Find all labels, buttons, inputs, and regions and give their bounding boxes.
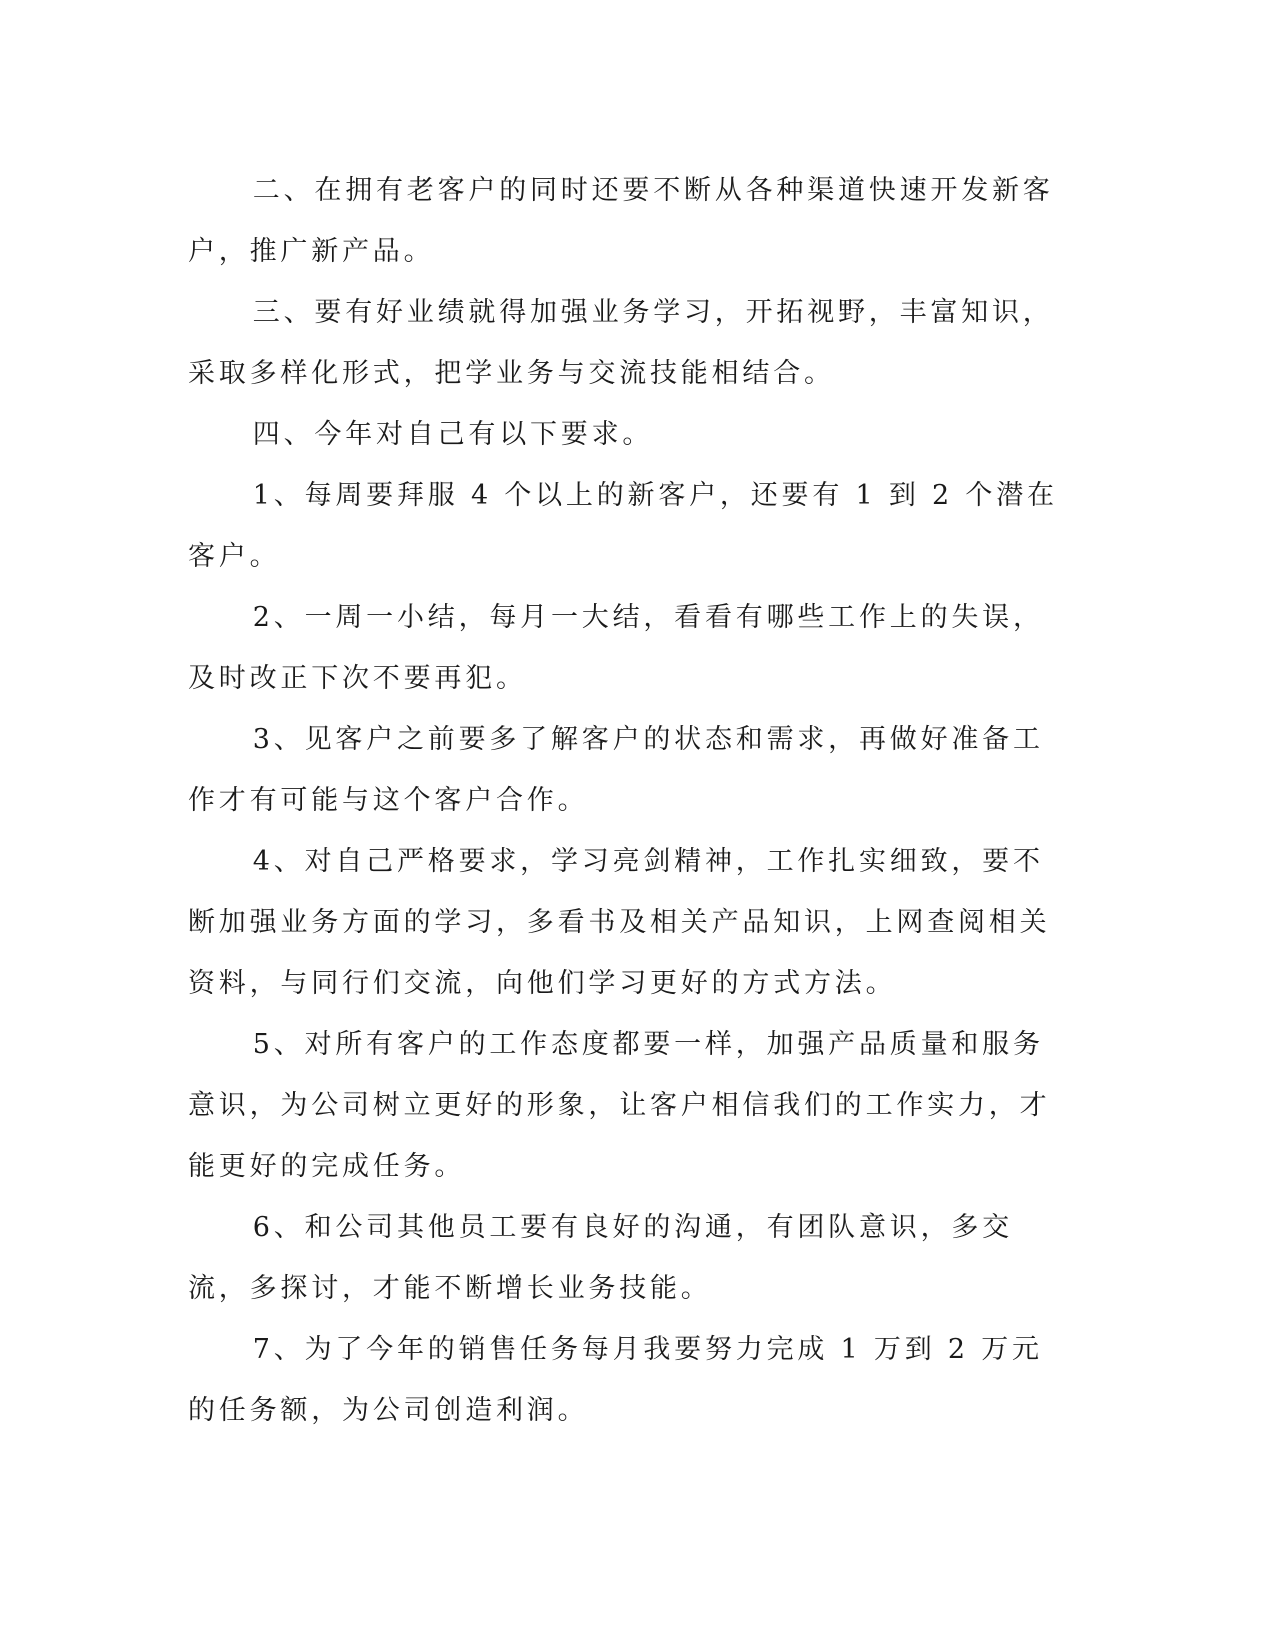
paragraph-2: 二、在拥有老客户的同时还要不断从各种渠道快速开发新客户，推广新产品。 — [188, 175, 1054, 267]
list-item-5: 5、对所有客户的工作态度都要一样，加强产品质量和服务意识，为公司树立更好的形象，让客户相信我们的工作实力，才能更好的完成任务。 — [188, 1029, 1051, 1182]
document-body — [188, 160, 1058, 1441]
paragraph-4: 四、今年对自己有以下要求。 — [252, 419, 654, 450]
list-item-7: 7、为了今年的销售任务每月我要努力完成 1 万到 2 万元的任务额，为公司创造利润。 — [188, 1334, 1043, 1426]
list-item-6: 6、和公司其他员工要有良好的沟通，有团队意识，多交流，多探讨，才能不断增长业务技能。 — [188, 1212, 1013, 1304]
list-item-4: 4、对自己严格要求，学习亮剑精神，工作扎实细致，要不断加强业务方面的学习，多看书及相关产品知识，上网查阅相关资料，与同行们交流，向他们学习更好的方式方法。 — [188, 846, 1051, 999]
list-item-2: 2、一周一小结，每月一大结，看看有哪些工作上的失误，及时改正下次不要再犯。 — [188, 602, 1044, 694]
list-item-3: 3、见客户之前要多了解客户的状态和需求，再做好准备工作才有可能与这个客户合作。 — [188, 724, 1044, 816]
paragraph-3: 三、要有好业绩就得加强业务学习，开拓视野，丰富知识，采取多样化形式，把学业务与交流技能相结合。 — [188, 297, 1054, 389]
list-item-1: 1、每周要拜服 4 个以上的新客户，还要有 1 到 2 个潜在客户。 — [188, 480, 1058, 572]
